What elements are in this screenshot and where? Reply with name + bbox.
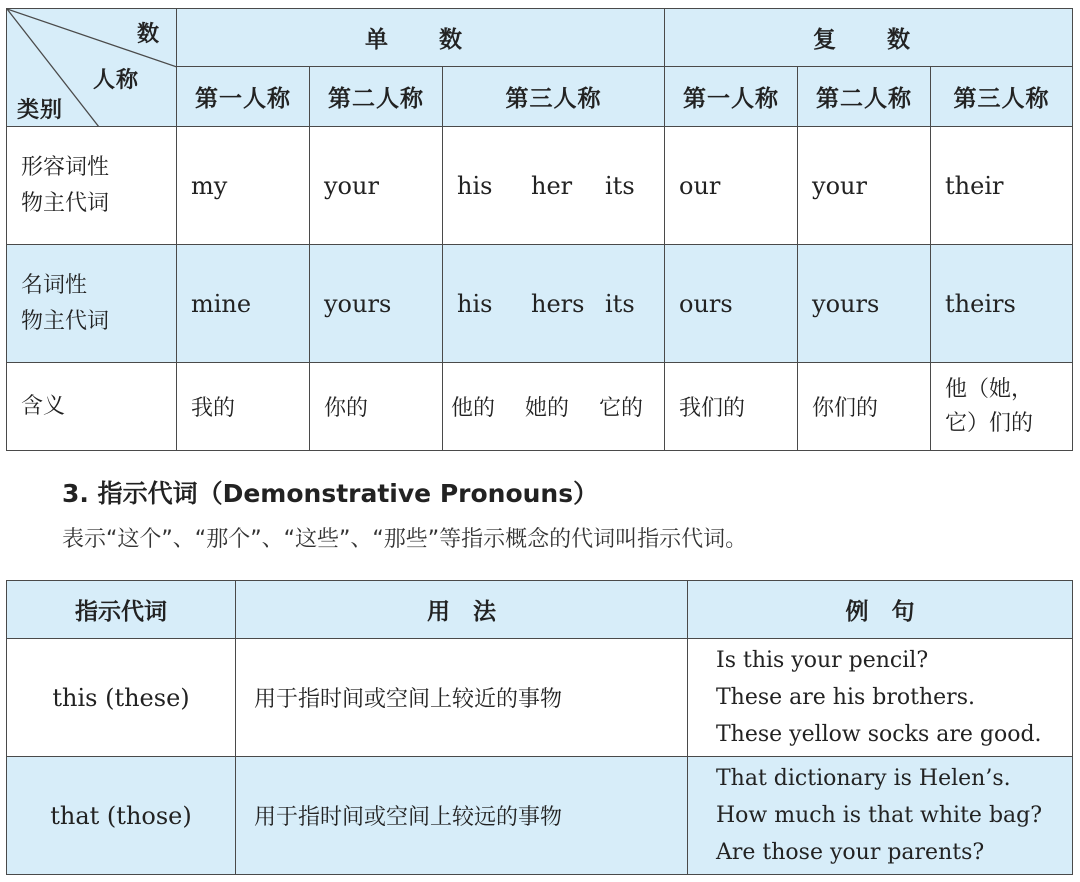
pronoun-cell: yours xyxy=(798,245,931,363)
pronoun-cell: that (those) xyxy=(7,757,236,875)
person-header: 第三人称 xyxy=(931,67,1073,127)
pronoun-cell: yours xyxy=(310,245,443,363)
pronoun-cell: ours xyxy=(665,245,798,363)
corner-category-label: 类别 xyxy=(17,98,64,123)
pronoun-word: her xyxy=(531,171,573,200)
examples-cell xyxy=(688,639,1073,757)
usage-cell: 用于指时间或空间上较远的事物 xyxy=(236,757,688,875)
row-label-line: 形容词性 xyxy=(21,154,110,180)
table-row xyxy=(7,363,1073,451)
meaning-word: 它的 xyxy=(599,396,644,421)
example-sentence: These are his brothers. xyxy=(716,685,975,710)
person-header: 第二人称 xyxy=(310,67,443,127)
table-row xyxy=(7,757,1073,875)
section-description: 表示“这个”、“那个”、“这些”、“那些”等指示概念的代词叫指示代词。 xyxy=(62,527,748,552)
table-row xyxy=(7,245,1073,363)
possessive-pronoun-table xyxy=(6,8,1073,451)
row-label-line: 物主代词 xyxy=(21,190,110,216)
person-header: 第一人称 xyxy=(665,67,798,127)
meaning-cell-last xyxy=(931,363,1073,451)
meaning-word: 他的 xyxy=(451,396,496,421)
section-heading: 3. 指示代词（Demonstrative Pronouns） xyxy=(62,479,599,508)
column-header: 用 法 xyxy=(236,581,688,639)
meaning-line: 它）们的 xyxy=(945,410,1034,436)
example-sentence: Are those your parents? xyxy=(716,840,985,865)
example-sentence: Is this your pencil? xyxy=(716,648,929,673)
row-label-line: 物主代词 xyxy=(21,308,110,334)
pronoun-cell: my xyxy=(177,127,310,245)
pronoun-cell: our xyxy=(665,127,798,245)
examples-cell xyxy=(688,757,1073,875)
meaning-cell: 你的 xyxy=(310,363,443,451)
pronoun-cell-third xyxy=(443,245,665,363)
meaning-cell-third xyxy=(443,363,665,451)
singular-header: 单 数 xyxy=(177,9,665,67)
pronoun-cell: mine xyxy=(177,245,310,363)
meaning-cell: 你们的 xyxy=(798,363,931,451)
corner-number-label: 数 xyxy=(137,22,161,47)
row-label: 含义 xyxy=(7,363,177,451)
pronoun-cell: your xyxy=(310,127,443,245)
diagonal-corner-header xyxy=(7,9,177,127)
row-label xyxy=(7,245,177,363)
pronoun-cell: your xyxy=(798,127,931,245)
demonstrative-pronoun-table xyxy=(6,580,1073,875)
pronoun-cell: this (these) xyxy=(7,639,236,757)
example-sentence: These yellow socks are good. xyxy=(716,722,1042,747)
usage-cell: 用于指时间或空间上较近的事物 xyxy=(236,639,688,757)
meaning-cell: 我们的 xyxy=(665,363,798,451)
meaning-line: 他（她， xyxy=(945,376,1034,402)
person-header: 第三人称 xyxy=(443,67,665,127)
meaning-cell: 我的 xyxy=(177,363,310,451)
table-row xyxy=(7,127,1073,245)
pronoun-cell: theirs xyxy=(931,245,1073,363)
example-sentence: How much is that white bag? xyxy=(716,803,1043,828)
column-header: 例 句 xyxy=(688,581,1073,639)
table-row xyxy=(7,639,1073,757)
example-sentence: That dictionary is Helen’s. xyxy=(716,766,1011,791)
corner-person-label: 人称 xyxy=(93,68,140,93)
pronoun-word: his xyxy=(457,289,493,318)
pronoun-word: his xyxy=(457,171,493,200)
pronoun-word: its xyxy=(605,289,635,318)
row-label xyxy=(7,127,177,245)
plural-header: 复 数 xyxy=(665,9,1073,67)
pronoun-cell: their xyxy=(931,127,1073,245)
pronoun-word: its xyxy=(605,171,635,200)
row-label-line: 名词性 xyxy=(21,272,88,298)
column-header: 指示代词 xyxy=(7,581,236,639)
person-header: 第二人称 xyxy=(798,67,931,127)
meaning-word: 她的 xyxy=(525,396,570,421)
pronoun-cell-third xyxy=(443,127,665,245)
person-header: 第一人称 xyxy=(177,67,310,127)
pronoun-word: hers xyxy=(531,289,585,318)
